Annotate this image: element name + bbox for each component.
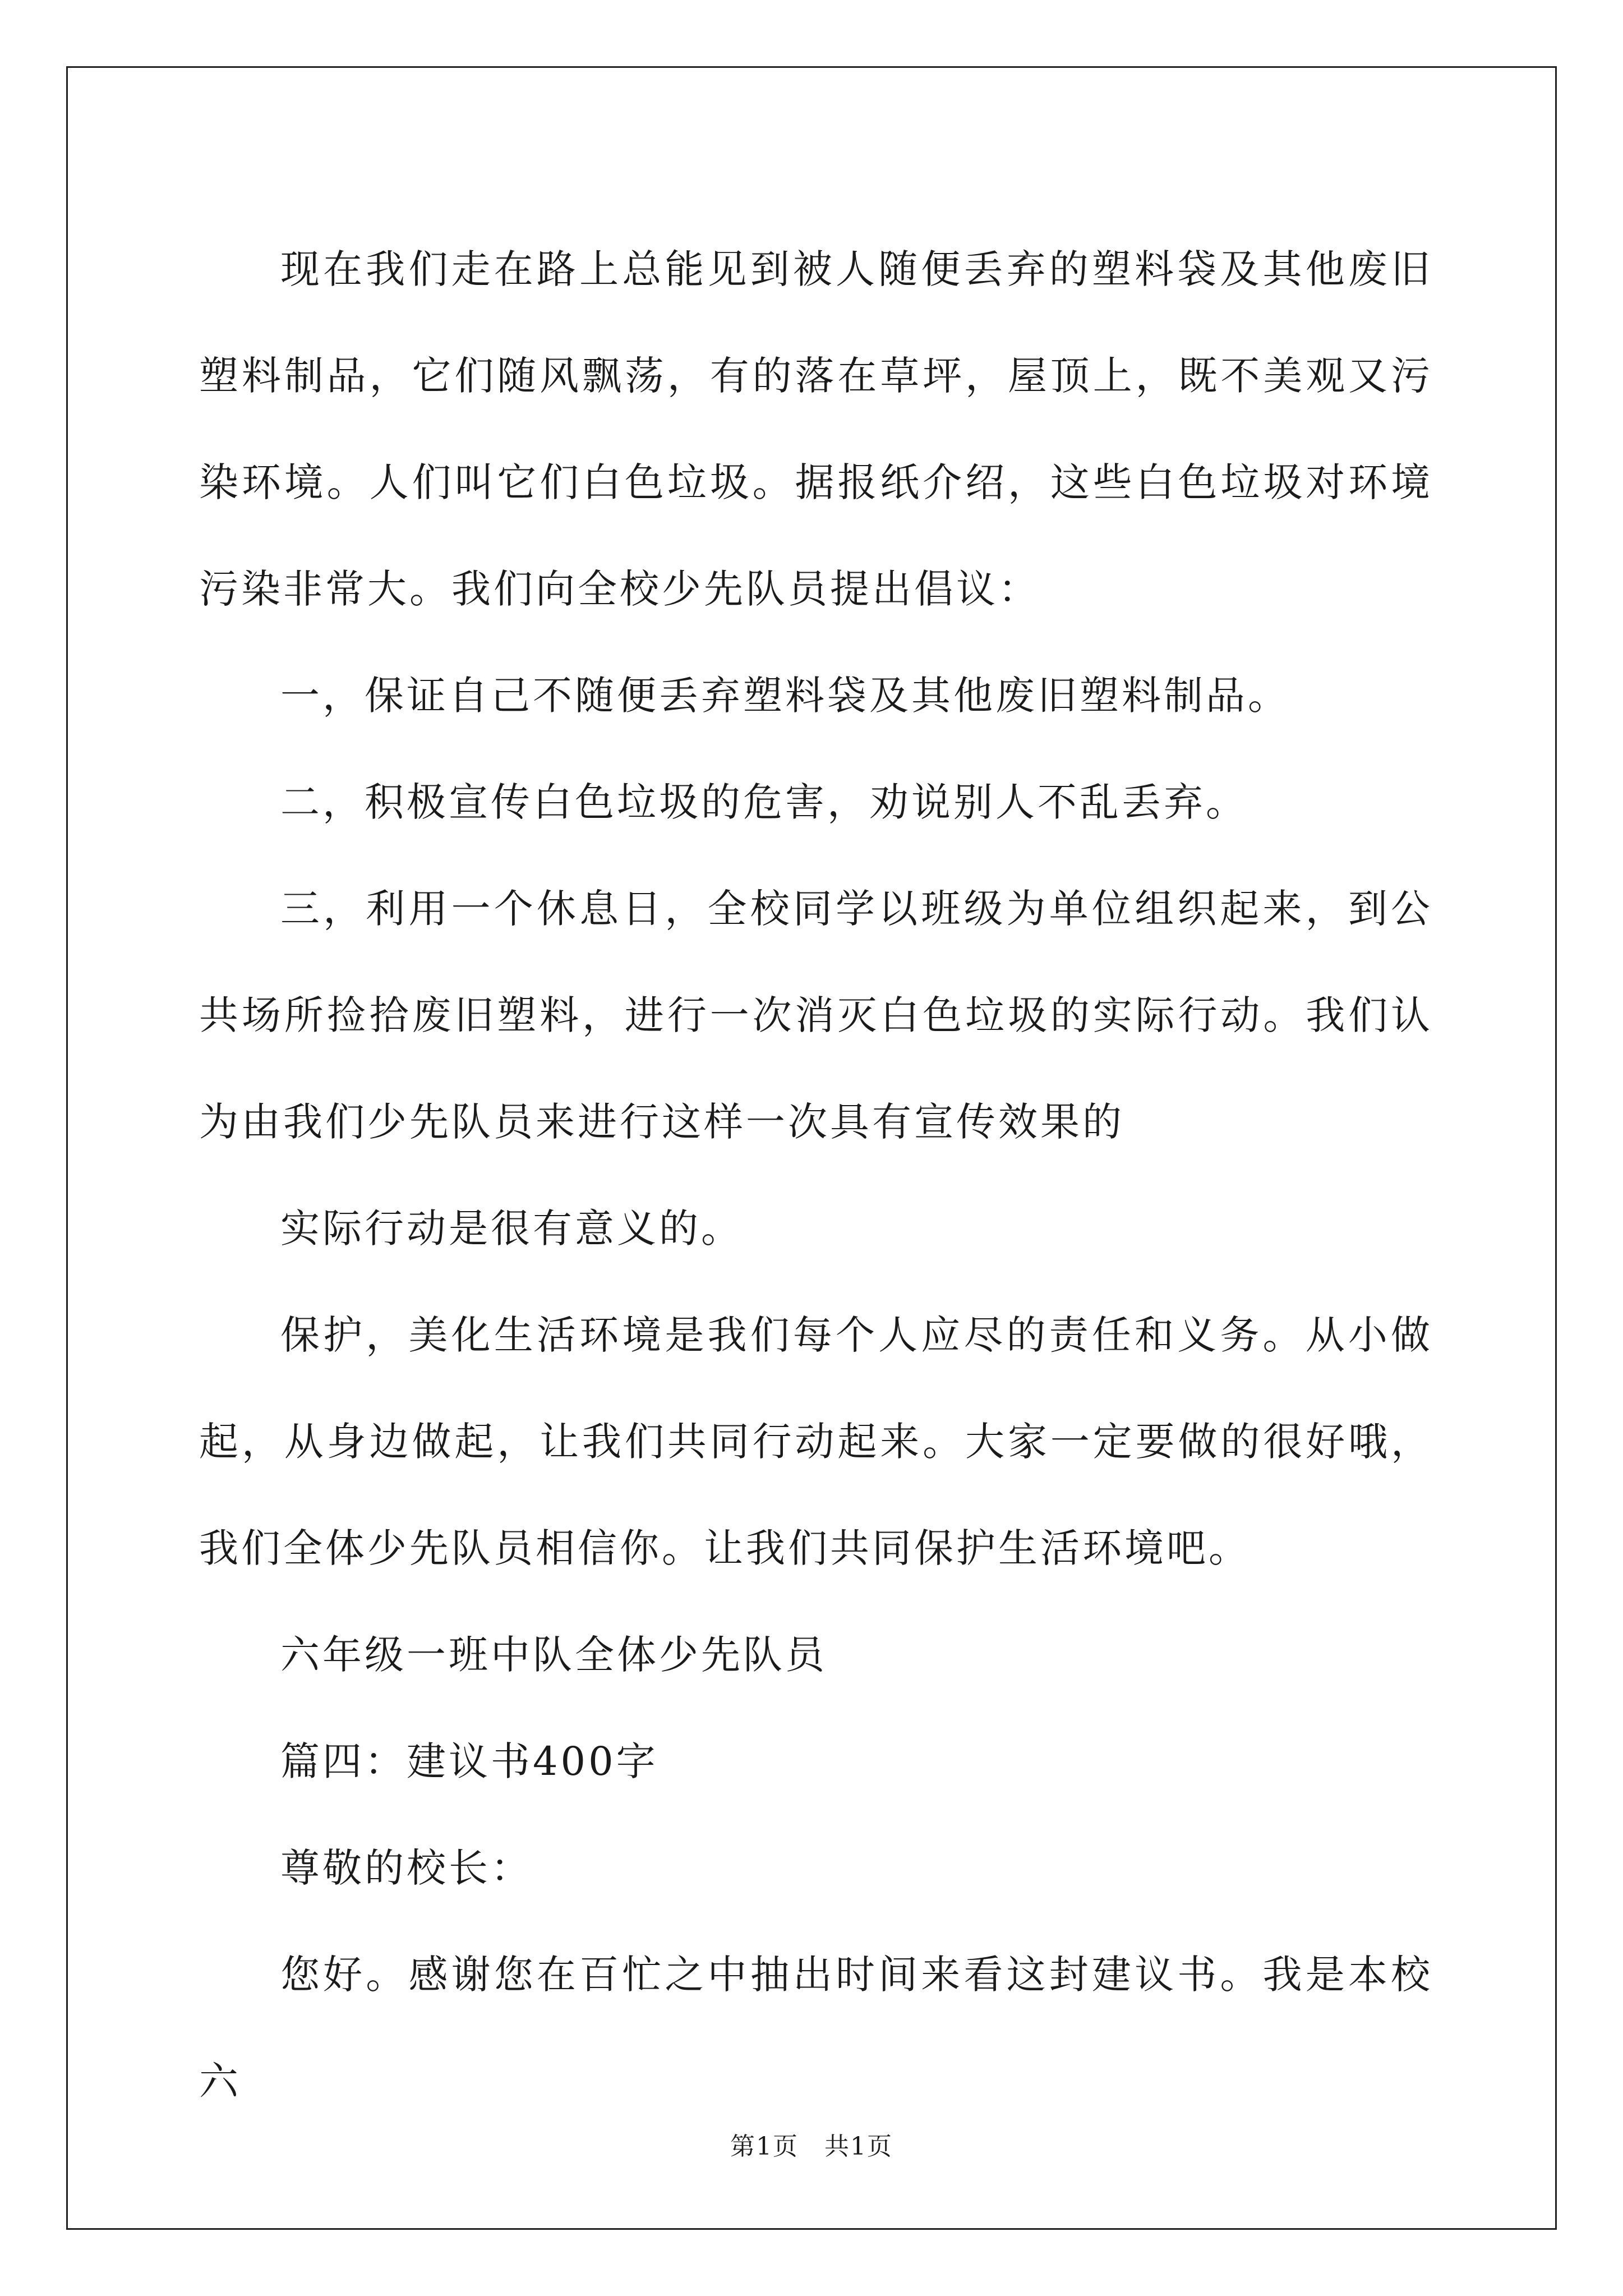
paragraph-proposal-2: 二，积极宣传白色垃圾的危害，劝说别人不乱丢弃。: [280, 779, 1248, 825]
paragraph-proposal-3-cont: 实际行动是很有意义的。: [280, 1205, 743, 1251]
salutation: 尊敬的校长：: [280, 1845, 533, 1891]
signature: 六年级一班中队全体少先队员: [280, 1632, 827, 1678]
paragraph-proposal-1: 一，保证自己不随便丢弃塑料袋及其他废旧塑料制品。: [280, 673, 1290, 719]
section-heading: 篇四：建议书400字: [280, 1738, 658, 1784]
page-footer: 第1页 共1页: [730, 2132, 893, 2161]
document-body: [199, 216, 1433, 2134]
paragraph-intro: 现在我们走在路上总能见到被人随便丢弃的塑料袋及其他废旧塑料制品，它们随风飘荡，有的落在草坪，屋顶上，既不美观又污染环境。人们叫它们白色垃圾。据报纸介绍，这些白色垃圾对环境污染非常大。我们向全校少先队员提出倡议：: [199, 246, 1433, 612]
paragraph-closing: 保护，美化生活环境是我们每个人应尽的责任和义务。从小做起，从身边做起，让我们共同行动起来。大家一定要做的很好哦，我们全体少先队员相信你。让我们共同保护生活环境吧。: [199, 1312, 1433, 1571]
paragraph-letter-start: 您好。感谢您在百忙之中抽出时间来看这封建议书。我是本校六: [199, 1952, 1433, 2104]
paragraph-proposal-3: 三，利用一个休息日，全校同学以班级为单位组织起来，到公共场所捡拾废旧塑料，进行一次消灭白色垃圾的实际行动。我们认为由我们少先队员来进行这样一次具有宣传效果的: [199, 886, 1433, 1145]
